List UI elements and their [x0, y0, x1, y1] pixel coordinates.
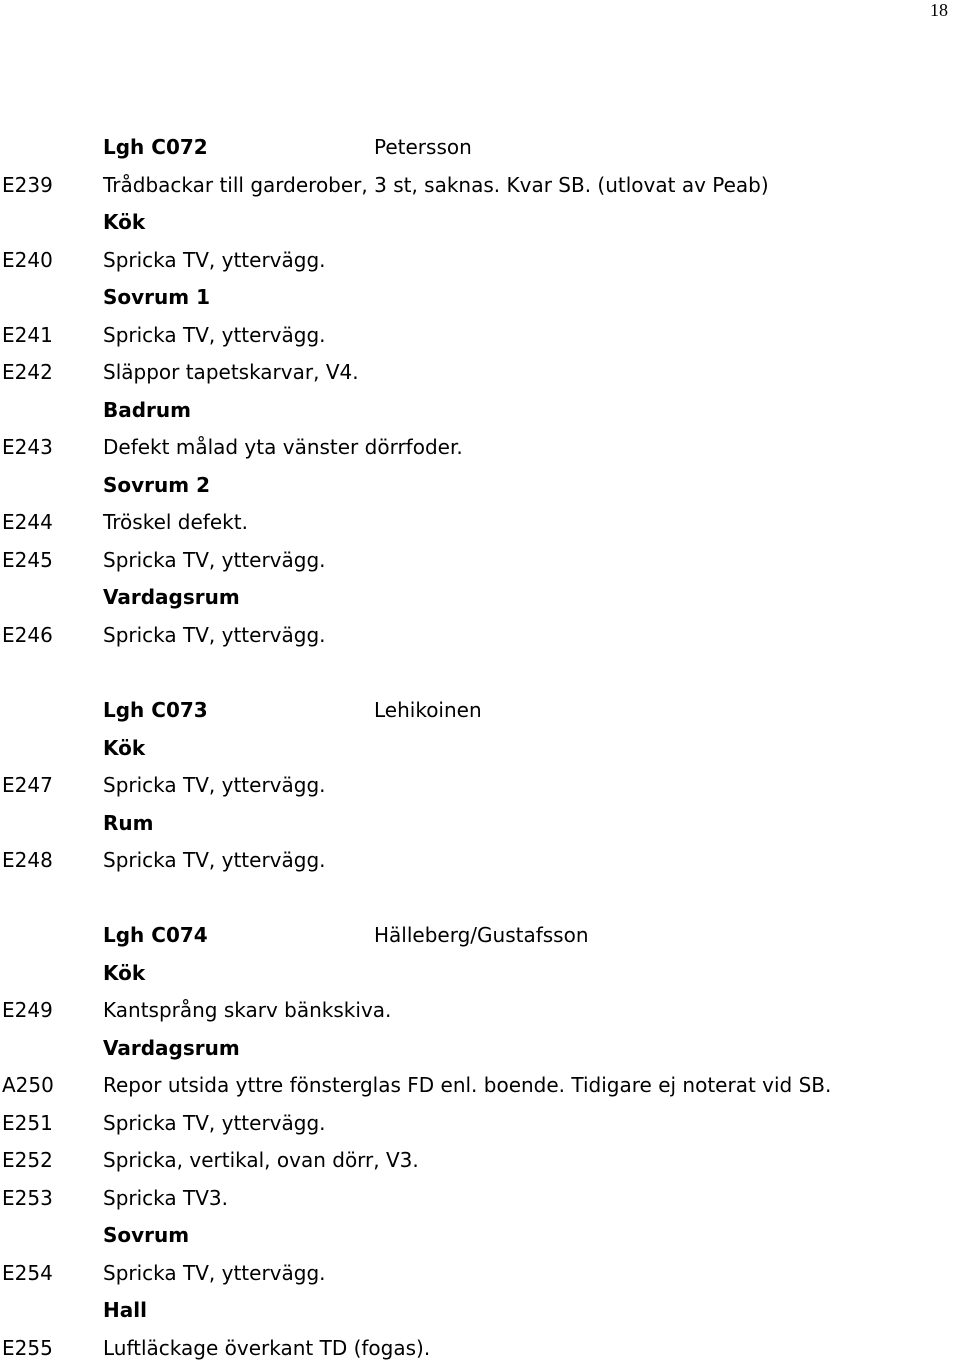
defect-description: Kantsprång skarv bänkskiva.: [103, 998, 392, 1022]
defect-description: Spricka TV, yttervägg.: [103, 622, 326, 647]
defect-description: Spricka TV, yttervägg.: [103, 1260, 326, 1285]
apartment-id: Lgh C073: [103, 698, 208, 722]
apartment-id: Lgh C074: [103, 923, 208, 947]
owner-name: Petersson: [374, 135, 472, 159]
room-name: Sovrum 2: [103, 472, 211, 497]
room-name: Vardagsrum: [103, 1035, 240, 1060]
room-name: Rum: [103, 810, 154, 835]
defect-description: Spricka TV, yttervägg.: [103, 547, 326, 572]
room-name: Kök: [103, 960, 146, 985]
room-name: Kök: [103, 210, 146, 234]
defect-code: E249: [2, 998, 53, 1022]
defect-description: Trådbackar till garderober, 3 st, saknas. Kvar SB. (utlovat av Peab): [103, 172, 769, 197]
defect-code: E253: [2, 1185, 53, 1210]
page-number: 18: [930, 0, 948, 20]
defect-description: Spricka TV, yttervägg.: [103, 322, 326, 347]
defect-code: E239: [2, 172, 53, 197]
defect-code: E244: [2, 510, 53, 534]
defect-code: A250: [2, 1073, 54, 1097]
room-name: Kök: [103, 735, 146, 760]
defect-code: E251: [2, 1110, 53, 1135]
owner-name: Lehikoinen: [374, 698, 482, 722]
defect-code: E252: [2, 1148, 53, 1172]
defect-description: Spricka TV, yttervägg.: [103, 1110, 326, 1135]
room-name: Sovrum 1: [103, 285, 211, 309]
owner-name: Hälleberg/Gustafsson: [374, 923, 589, 947]
defect-code: E247: [2, 773, 53, 797]
defect-code: E245: [2, 547, 53, 572]
defect-code: E248: [2, 848, 53, 872]
defect-code: E255: [2, 1335, 53, 1360]
defect-description: Tröskel defekt.: [103, 510, 248, 534]
defect-code: E246: [2, 622, 53, 647]
defect-description: Släppor tapetskarvar, V4.: [103, 360, 359, 384]
defect-description: Defekt målad yta vänster dörrfoder.: [103, 435, 463, 459]
room-name: Vardagsrum: [103, 585, 240, 609]
room-name: Badrum: [103, 397, 191, 422]
defect-code: E241: [2, 322, 53, 347]
defect-description: Spricka TV, yttervägg.: [103, 848, 326, 872]
room-name: Sovrum: [103, 1223, 190, 1247]
defect-code: E242: [2, 360, 53, 384]
defect-code: E240: [2, 247, 53, 272]
defect-description: Repor utsida yttre fönsterglas FD enl. boende. Tidigare ej noterat vid SB.: [103, 1073, 832, 1097]
defect-description: Spricka TV, yttervägg.: [103, 247, 326, 272]
defect-description: Spricka TV, yttervägg.: [103, 773, 326, 797]
defect-code: E254: [2, 1260, 53, 1285]
defect-description: Luftläckage överkant TD (fogas).: [103, 1335, 431, 1360]
defect-code: E243: [2, 435, 53, 459]
defect-description: Spricka TV3.: [103, 1185, 228, 1210]
apartment-id: Lgh C072: [103, 135, 208, 159]
room-name: Hall: [103, 1298, 147, 1322]
defect-description: Spricka, vertikal, ovan dörr, V3.: [103, 1148, 419, 1172]
